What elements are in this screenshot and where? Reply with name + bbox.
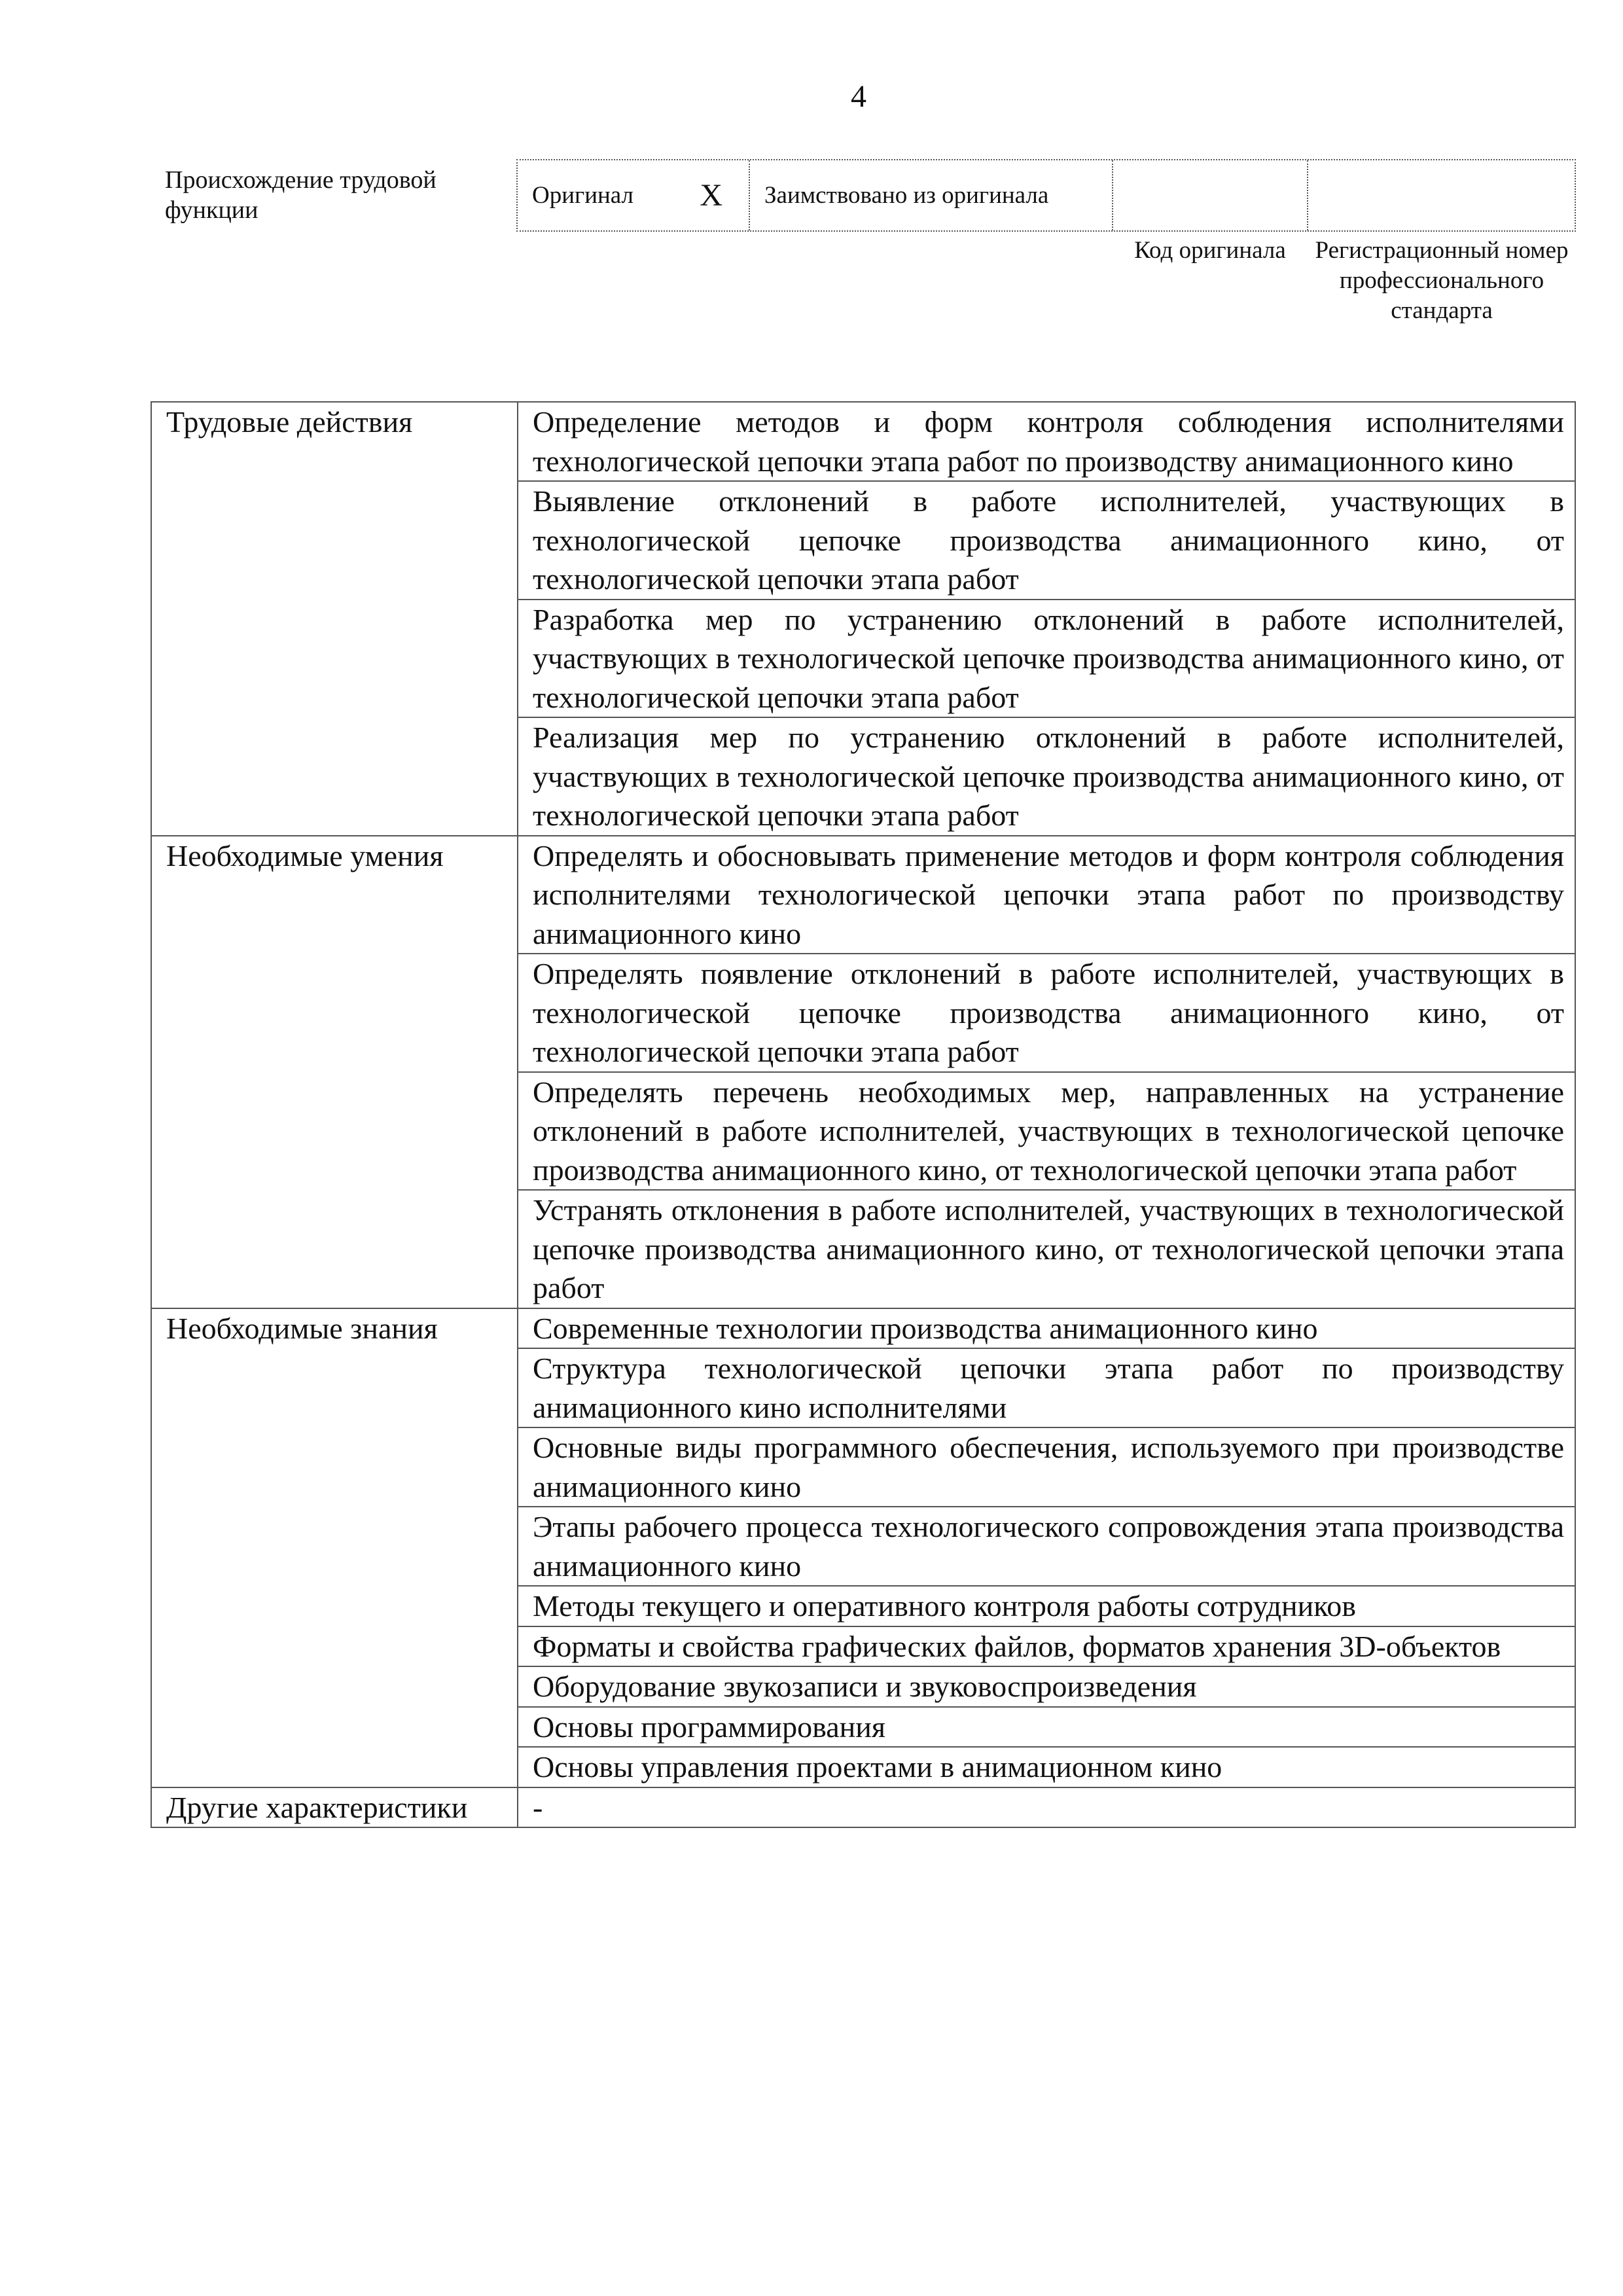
- origin-table: [516, 159, 1576, 232]
- section-label: Необходимые умения: [151, 836, 518, 1308]
- section-label: Другие характеристики: [151, 1787, 518, 1828]
- borrowed-label: Заимствовано из оригинала: [764, 182, 1049, 209]
- section-item: Форматы и свойства графических файлов, форматов хранения 3D-объектов: [518, 1626, 1575, 1667]
- original-cell: [518, 160, 750, 230]
- section-item: Разработка мер по устранению отклонений в работе исполнителей, участвующих в технологической цепочке производства анимационного кино, от технологической цепочки этапа работ: [518, 600, 1575, 718]
- table-row: [151, 836, 1575, 954]
- section-item: Определение методов и форм контроля соблюдения исполнителями технологической цепочки этапа работ по производству анимационного кино: [518, 402, 1575, 481]
- table-row: [151, 1787, 1575, 1828]
- table-row: [151, 1308, 1575, 1349]
- origin-label: Происхождение трудовой функции: [165, 166, 437, 224]
- page-number: 4: [851, 79, 866, 114]
- borrowed-cell: [750, 160, 1113, 230]
- table-row: [151, 402, 1575, 481]
- code-caption: Код оригинала: [1134, 237, 1286, 264]
- section-item: Методы текущего и оперативного контроля работы сотрудников: [518, 1586, 1575, 1626]
- section-item: Оборудование звукозаписи и звуковоспроизведения: [518, 1666, 1575, 1707]
- section-label: Трудовые действия: [151, 402, 518, 836]
- section-item: Основы программирования: [518, 1707, 1575, 1748]
- section-item: -: [518, 1787, 1575, 1828]
- section-item: Определять и обосновывать применение методов и форм контроля соблюдения исполнителями технологической цепочки этапа работ по производству анимационного кино: [518, 836, 1575, 954]
- section-item: Определять появление отклонений в работе исполнителей, участвующих в технологической цепочке производства анимационного кино, от технологической цепочки этапа работ: [518, 954, 1575, 1072]
- original-mark: X: [700, 178, 722, 213]
- section-item: Реализация мер по устранению отклонений в работе исполнителей, участвующих в технологической цепочке производства анимационного кино, от технологической цепочки этапа работ: [518, 717, 1575, 836]
- section-item: Основы управления проектами в анимационном кино: [518, 1747, 1575, 1787]
- section-item: Современные технологии производства анимационного кино: [518, 1308, 1575, 1349]
- section-item: Устранять отклонения в работе исполнителей, участвующих в технологической цепочке производства анимационного кино, от технологической цепочки этапа работ: [518, 1190, 1575, 1308]
- section-label: Необходимые знания: [151, 1308, 518, 1787]
- section-item: Определять перечень необходимых мер, направленных на устранение отклонений в работе исполнителей, участвующих в технологической цепочке производства анимационного кино, от технологической цепочки этапа работ: [518, 1072, 1575, 1191]
- section-item: Структура технологической цепочки этапа работ по производству анимационного кино исполнителями: [518, 1348, 1575, 1427]
- original-label: Оригинал: [532, 182, 634, 209]
- reg-number-cell: [1308, 160, 1575, 230]
- reg-number-caption: Регистрационный номер профессионального стандарта: [1315, 237, 1569, 324]
- section-item: Этапы рабочего процесса технологического сопровождения этапа производства анимационного кино: [518, 1507, 1575, 1586]
- section-item: Выявление отклонений в работе исполнителей, участвующих в технологической цепочке производства анимационного кино, от технологической цепочки этапа работ: [518, 481, 1575, 600]
- code-cell: [1113, 160, 1308, 230]
- function-table: [151, 401, 1576, 1828]
- section-item: Основные виды программного обеспечения, используемого при производстве анимационного кино: [518, 1427, 1575, 1507]
